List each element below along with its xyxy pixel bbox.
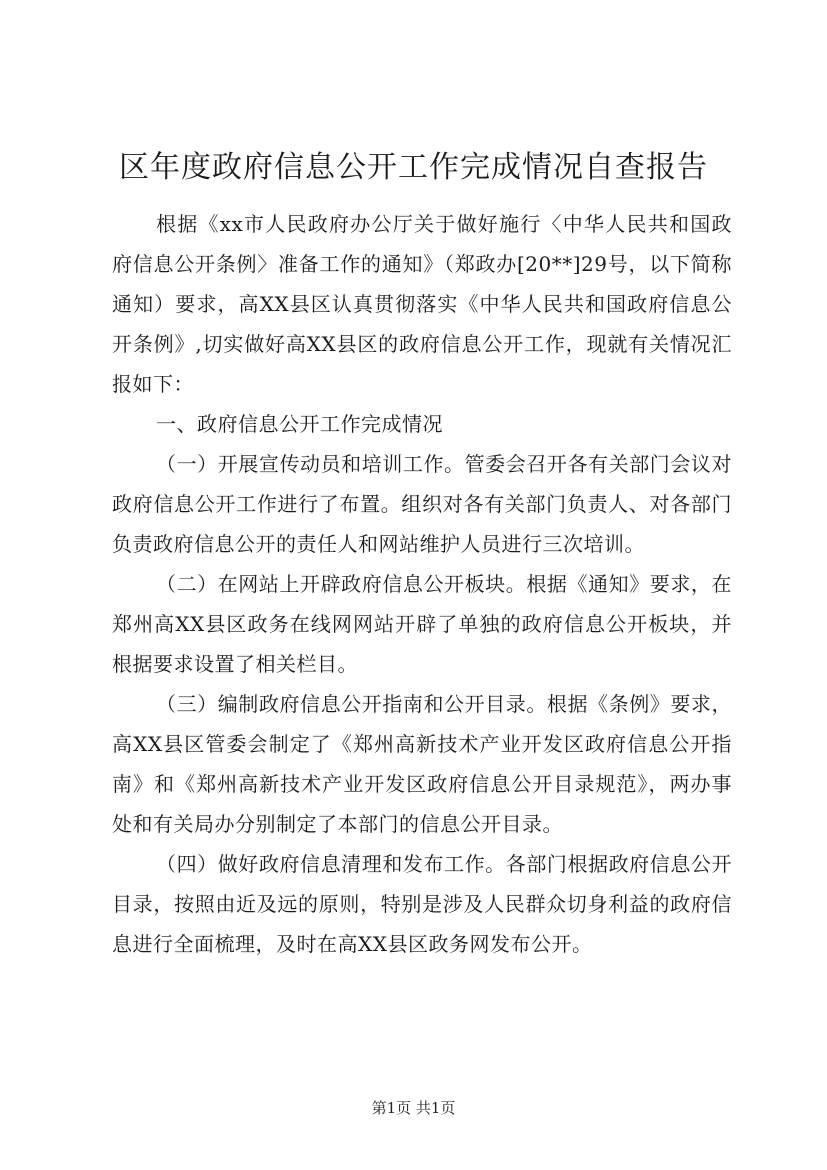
item-1-paragraph: （一）开展宣传动员和培训工作。管委会召开各有关部门会议对政府信息公开工作进行了布置。组织对各有关部门负责人、对各部门负责政府信息公开的责任人和网站维护人员进行三次培训。: [112, 452, 732, 556]
item-2-paragraph: （二）在网站上开辟政府信息公开板块。根据《通知》要求，在郑州高XX县区政务在线网网站开辟了单独的政府信息公开板块，并根据要求设置了相关栏目。: [112, 572, 732, 676]
item-3-paragraph: （三）编制政府信息公开指南和公开目录。根据《条例》要求，高XX县区管委会制定了《郑州高新技术产业开发区政府信息公开指南》和《郑州高新技术产业开发区政府信息公开目录规范》，两办事处和有关局办分别制定了本部门的信息公开目录。: [112, 692, 732, 836]
intro-paragraph: 根据《xx市人民政府办公厅关于做好施行〈中华人民共和国政府信息公开条例〉准备工作的通知》（郑政办[20**]29号，以下简称通知）要求，高XX县区认真贯彻落实《中华人民共和国政府信息公开条例》,切实做好高XX县区的政府信息公开工作，现就有关情况汇报如下：: [112, 212, 732, 396]
section-heading: 一、政府信息公开工作完成情况: [156, 412, 443, 436]
item-4-paragraph: （四）做好政府信息清理和发布工作。各部门根据政府信息公开目录，按照由近及远的原则，特别是涉及人民群众切身利益的政府信息进行全面梳理，及时在高XX县区政务网发布公开。: [112, 852, 732, 956]
document-body: [112, 204, 732, 964]
page-footer: 第1页 共1页: [371, 1099, 456, 1117]
document-title: 区年度政府信息公开工作完成情况自查报告: [119, 150, 708, 185]
